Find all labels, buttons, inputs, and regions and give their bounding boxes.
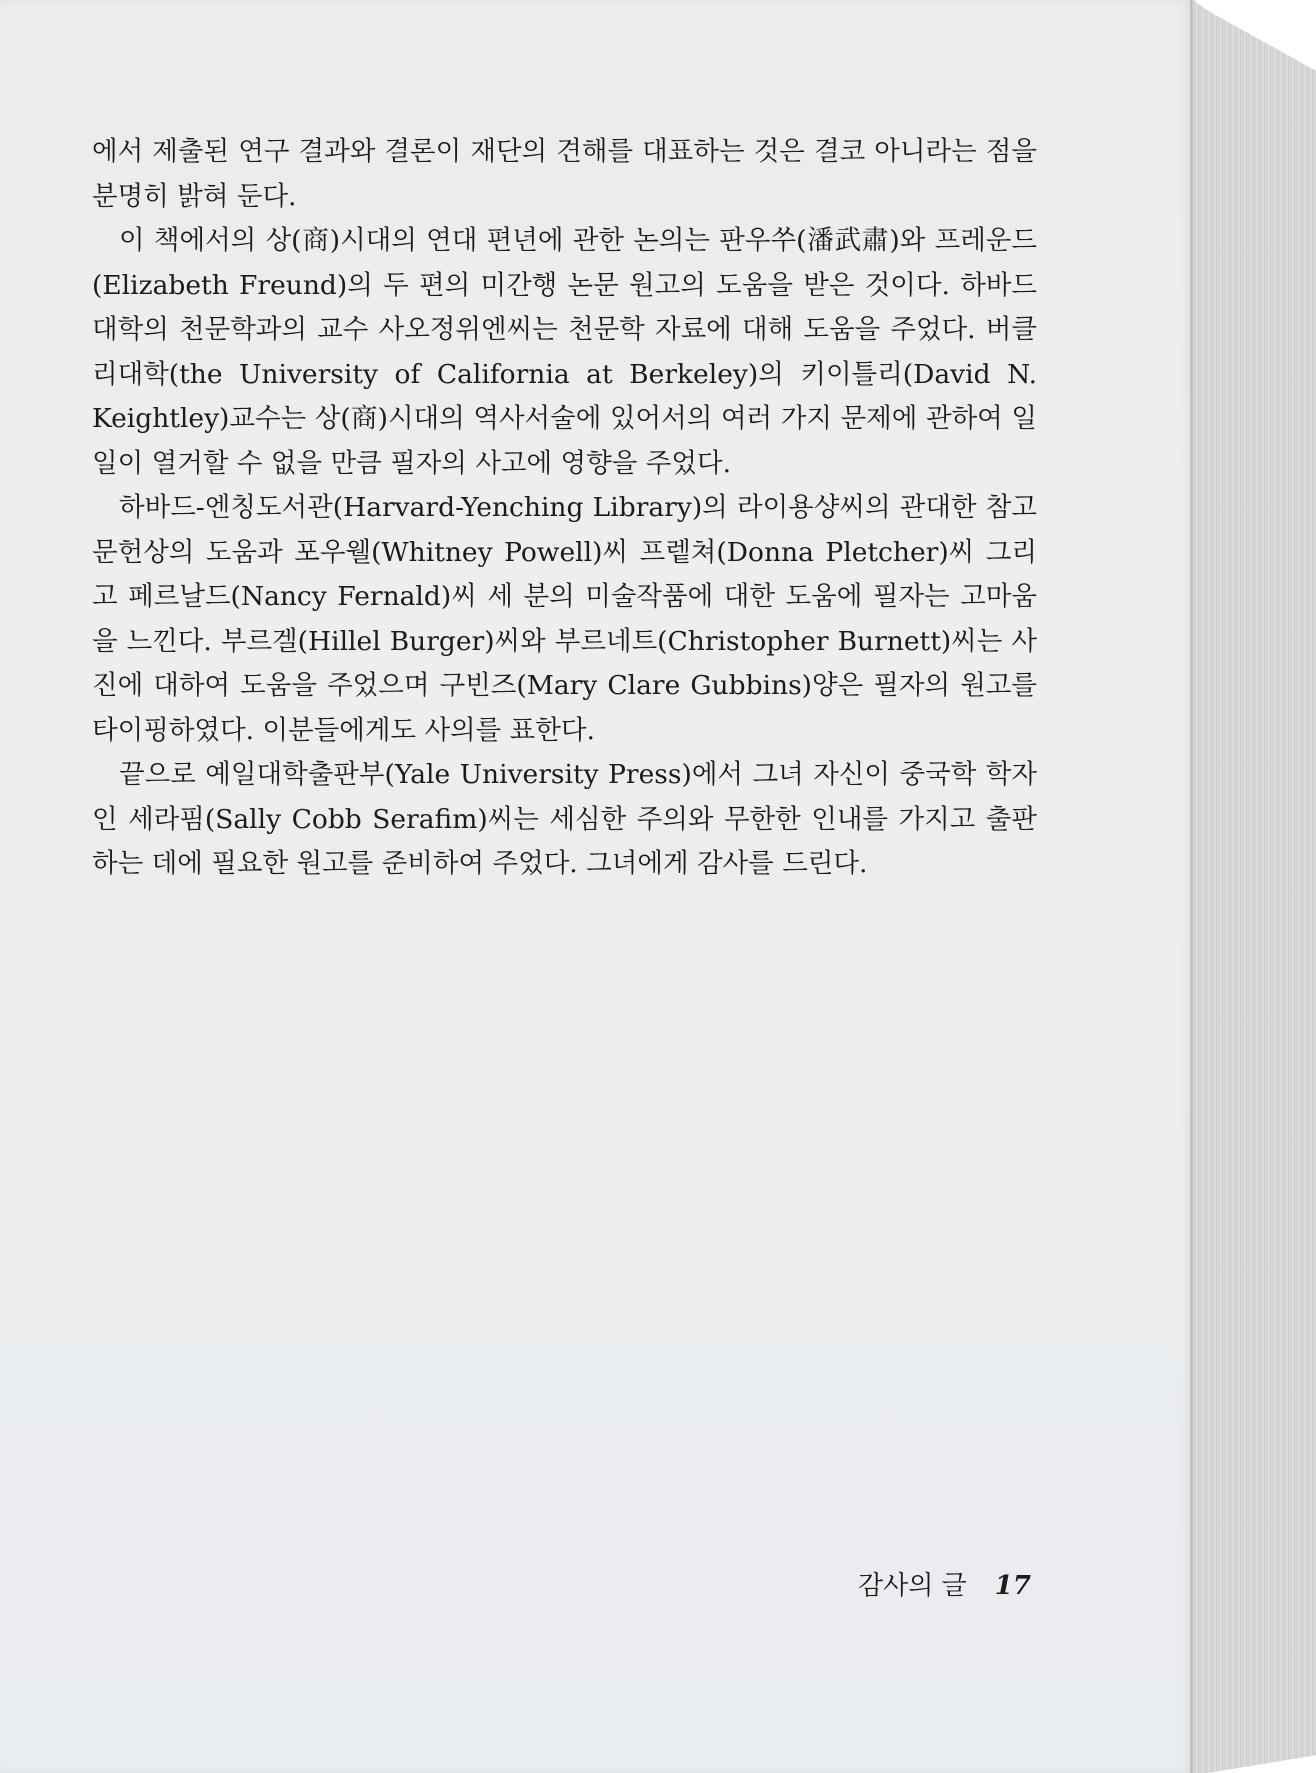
section-title: 감사의 글 <box>858 1571 967 1601</box>
body-text <box>92 130 1037 887</box>
page-stack-edge <box>1193 0 1316 1773</box>
paragraph-continued: 에서 제출된 연구 결과와 결론이 재단의 견해를 대표하는 것은 결코 아니라는 점을 분명히 밝혀 둔다. <box>92 136 1037 212</box>
page-number: 17 <box>994 1571 1031 1601</box>
running-footer <box>858 1565 1031 1602</box>
paragraph-dating-discussion: 이 책에서의 상(商)시대의 연대 편년에 관한 논의는 판우쑤(潘武肅)와 프레운드(Elizabeth Freund)의 두 편의 미간행 논문 원고의 도움을 받은 것이다. 하바드대학의 천문학과의 교수 사오정위엔씨는 천문학 자료에 대해 도움을 주었다. 버클리대학(the University of California at Berkeley)의 키이틀리(David N. Keightley)교수는 상(商)시대의 역사서술에 있어서의 여러 가지 문제에 관하여 일일이 열거할 수 없을 만큼 필자의 사고에 영향을 주었다. <box>92 225 1037 479</box>
paragraph-library-thanks: 하바드-엔칭도서관(Harvard-Yenching Library)의 라이용샹씨의 관대한 참고문헌상의 도움과 포우웰(Whitney Powell)씨 프렡쳐(Donna Pletcher)씨 그리고 페르날드(Nancy Fernald)씨 세 분의 미술작품에 대한 도움에 필자는 고마움을 느낀다. 부르겔(Hillel Burger)씨와 부르네트(Christopher Burnett)씨는 사진에 대하여 도움을 주었으며 구빈즈(Mary Clare Gubbins)양은 필자의 원고를 타이핑하였다. 이분들에게도 사의를 표한다. <box>92 492 1037 746</box>
paragraph-press-thanks: 끝으로 예일대학출판부(Yale University Press)에서 그녀 자신이 중국학 학자인 세라핌(Sally Cobb Serafim)씨는 세심한 주의와 무한한 인내를 가지고 출판하는 데에 필요한 원고를 준비하여 주었다. 그녀에게 감사를 드린다. <box>92 759 1037 879</box>
